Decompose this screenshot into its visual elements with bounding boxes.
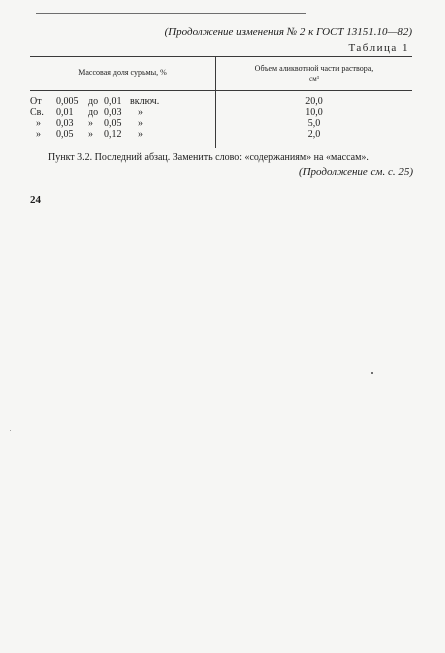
row-prefix: » <box>36 129 41 140</box>
continuation-header: (Продолжение изменения № 2 к ГОСТ 13151.10—82) <box>164 26 412 38</box>
row-from: 0,05 <box>56 129 74 140</box>
row-prefix: » <box>36 118 41 129</box>
table-row <box>30 108 412 118</box>
row-prefix: От <box>30 96 42 107</box>
row-to: 0,05 <box>104 118 122 129</box>
row-value: 20,0 <box>305 96 323 107</box>
row-prefix: Св. <box>30 107 44 118</box>
row-mid: » <box>88 118 93 129</box>
table-row <box>30 130 412 140</box>
continuation-footer: (Продолжение см. с. 25) <box>298 166 413 178</box>
amendment-paragraph: Пункт 3.2. Последний абзац. Заменить слово: «содержаниям» на «массам». <box>48 152 369 163</box>
column-header-unit: см³ <box>309 75 319 83</box>
row-suffix: » <box>138 118 143 129</box>
row-from: 0,03 <box>56 118 74 129</box>
column-header-mass-fraction: Массовая доля сурьмы, % <box>78 68 167 77</box>
table-top-rule <box>30 56 412 57</box>
row-value: 2,0 <box>307 129 321 140</box>
row-mid: » <box>88 129 93 140</box>
column-header-aliquot-volume-text: Объем аликвотной части раствора, <box>254 64 374 73</box>
row-to: 0,03 <box>104 107 122 118</box>
row-mid: до <box>88 96 99 107</box>
row-to: 0,12 <box>104 129 122 140</box>
scan-speck <box>10 430 11 431</box>
row-from: 0,005 <box>56 96 79 107</box>
table-header-rule <box>30 90 412 91</box>
table-row <box>30 97 412 107</box>
top-rule <box>36 13 306 14</box>
table-row <box>30 119 412 129</box>
scan-speck <box>371 372 373 374</box>
column-header-aliquot-volume <box>216 64 412 84</box>
row-mid: до <box>88 107 99 118</box>
table-label: Таблица 1 <box>348 42 409 54</box>
page-number: 24 <box>30 194 41 206</box>
row-to: 0,01 <box>104 96 122 107</box>
row-suffix: » <box>138 107 143 118</box>
row-value: 10,0 <box>305 107 323 118</box>
row-value: 5,0 <box>307 118 321 129</box>
row-suffix: включ. <box>130 96 160 107</box>
row-from: 0,01 <box>56 107 74 118</box>
row-suffix: » <box>138 129 143 140</box>
data-table <box>30 56 412 148</box>
